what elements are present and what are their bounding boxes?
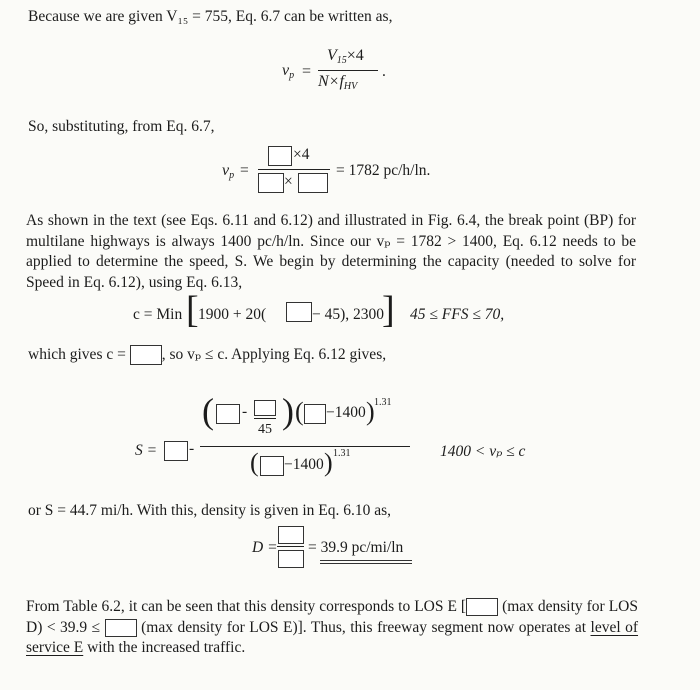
intro-line [28,8,392,26]
breakpoint-paragraph: As shown in the text (see Eqs. 6.11 and 6.12) and illustrated in Fig. 6.4, the break point (BP) for multilane highways is always 1400 pc/h/ln. Since our vₚ = 1782 > 1400, Eq. 6.12 needs to be applied to determine the speed, S. We begin by determining the capacity (needed to solve for Speed in Eq. 6.12), using Eq. 6.13, [26,212,636,291]
eq1-period: . [382,63,386,80]
los-part4: with the increased traffic. [87,639,246,656]
eq4-num-45: 45 [258,422,272,437]
eq5-lhs: D = [252,539,278,556]
eq4-den-open-paren: ( [250,448,259,477]
eq4-lhs: S = [135,442,158,459]
eq4-num-close-paren-2: ) [366,397,375,426]
eq3-part2: − 45), 2300 [312,306,385,323]
eq4-num-frac-blank[interactable] [254,400,276,416]
eq4-ffs-blank[interactable] [164,441,188,461]
eq2-den-blank-2[interactable] [298,173,328,193]
eq4-num-open-paren: ( [202,391,214,431]
eq4-num-open-paren-2: ( [295,397,304,426]
eq2-den-blank-1[interactable] [258,173,284,193]
eq5-fraction-bar [277,546,304,547]
eq4-num-exponent: 1.31 [374,397,392,408]
eq3-left-bracket: [ [186,289,199,331]
eq2-num-blank[interactable] [268,146,292,166]
eq4-num-blank-2[interactable] [304,404,326,424]
substitute-line: So, substituting, from Eq. 6.7, [28,118,215,135]
eq5-num-blank[interactable] [278,526,304,544]
eq2-den-times: × [284,173,293,190]
eq4-den-blank[interactable] [260,456,284,476]
eq5-result: = 39.9 pc/mi/ln [308,539,404,556]
los-part1: From Table 6.2, it can be seen that this density corresponds to LOS E [ [26,598,467,615]
los-e-blank[interactable] [105,619,137,637]
eq4-den-1400: −1400 [284,456,324,473]
eq1-denominator: $N\times f_{HV}$ [318,73,358,92]
eq1-numerator: $V_{15}\times 4$ [327,47,364,66]
los-part3: (max density for LOS E)]. Thus, this freeway segment now operates at [141,618,587,636]
speed-result-line: or S = 44.7 mi/h. With this, density is given in Eq. 6.10 as, [28,502,392,519]
eq5-underline-2 [320,563,412,564]
eq1-equals: = [302,63,312,80]
eq2-lhs: $v_p$ [222,162,235,181]
eq3-part1: 1900 + 20( [198,306,267,323]
los-paragraph [26,597,638,659]
eq3-right-bracket: ] [382,289,395,331]
capacity-post: , so vₚ ≤ c. Applying Eq. 6.12 gives, [161,346,387,363]
eq3-ffs-blank[interactable] [286,302,312,322]
capacity-blank[interactable] [130,345,162,365]
los-result: level of service E [26,618,639,656]
capacity-pre: which gives c = [28,346,126,363]
eq4-num-1400: −1400 [326,404,366,421]
eq3-lhs: c = Min [133,306,183,323]
eq4-den-close-paren: ) [324,448,333,477]
eq4-minus: - [189,440,195,457]
eq5-den-blank[interactable] [278,550,304,568]
los-part2: (max density for LOS D) < 39.9 ≤ [26,598,638,636]
eq4-num-close-paren: ) [282,391,294,431]
intro-text: Because we are given V₁₅ = 755, Eq. 6.7 can be written as, [28,8,393,25]
eq4-num-blank-1[interactable] [216,404,240,424]
eq3-condition: 45 ≤ FFS ≤ 70, [410,306,505,323]
eq4-num-minus: - [242,403,248,420]
eq4-den-exponent: 1.31 [333,448,351,459]
eq5-underline-1 [320,560,412,561]
eq1-lhs: $v_p$ [282,62,295,81]
eq1-fraction-bar [318,70,378,71]
eq4-condition: 1400 < vₚ ≤ c [440,443,526,460]
eq4-inner-fraction-bar [254,418,276,419]
eq2-num-x4: ×4 [293,146,310,163]
eq2-equals: = [240,162,249,179]
capacity-line [28,345,386,365]
los-d-blank[interactable] [466,598,498,616]
eq2-fraction-bar [258,169,330,170]
eq2-result: = 1782 pc/h/ln. [336,162,431,179]
eq4-main-fraction-bar [200,446,410,447]
